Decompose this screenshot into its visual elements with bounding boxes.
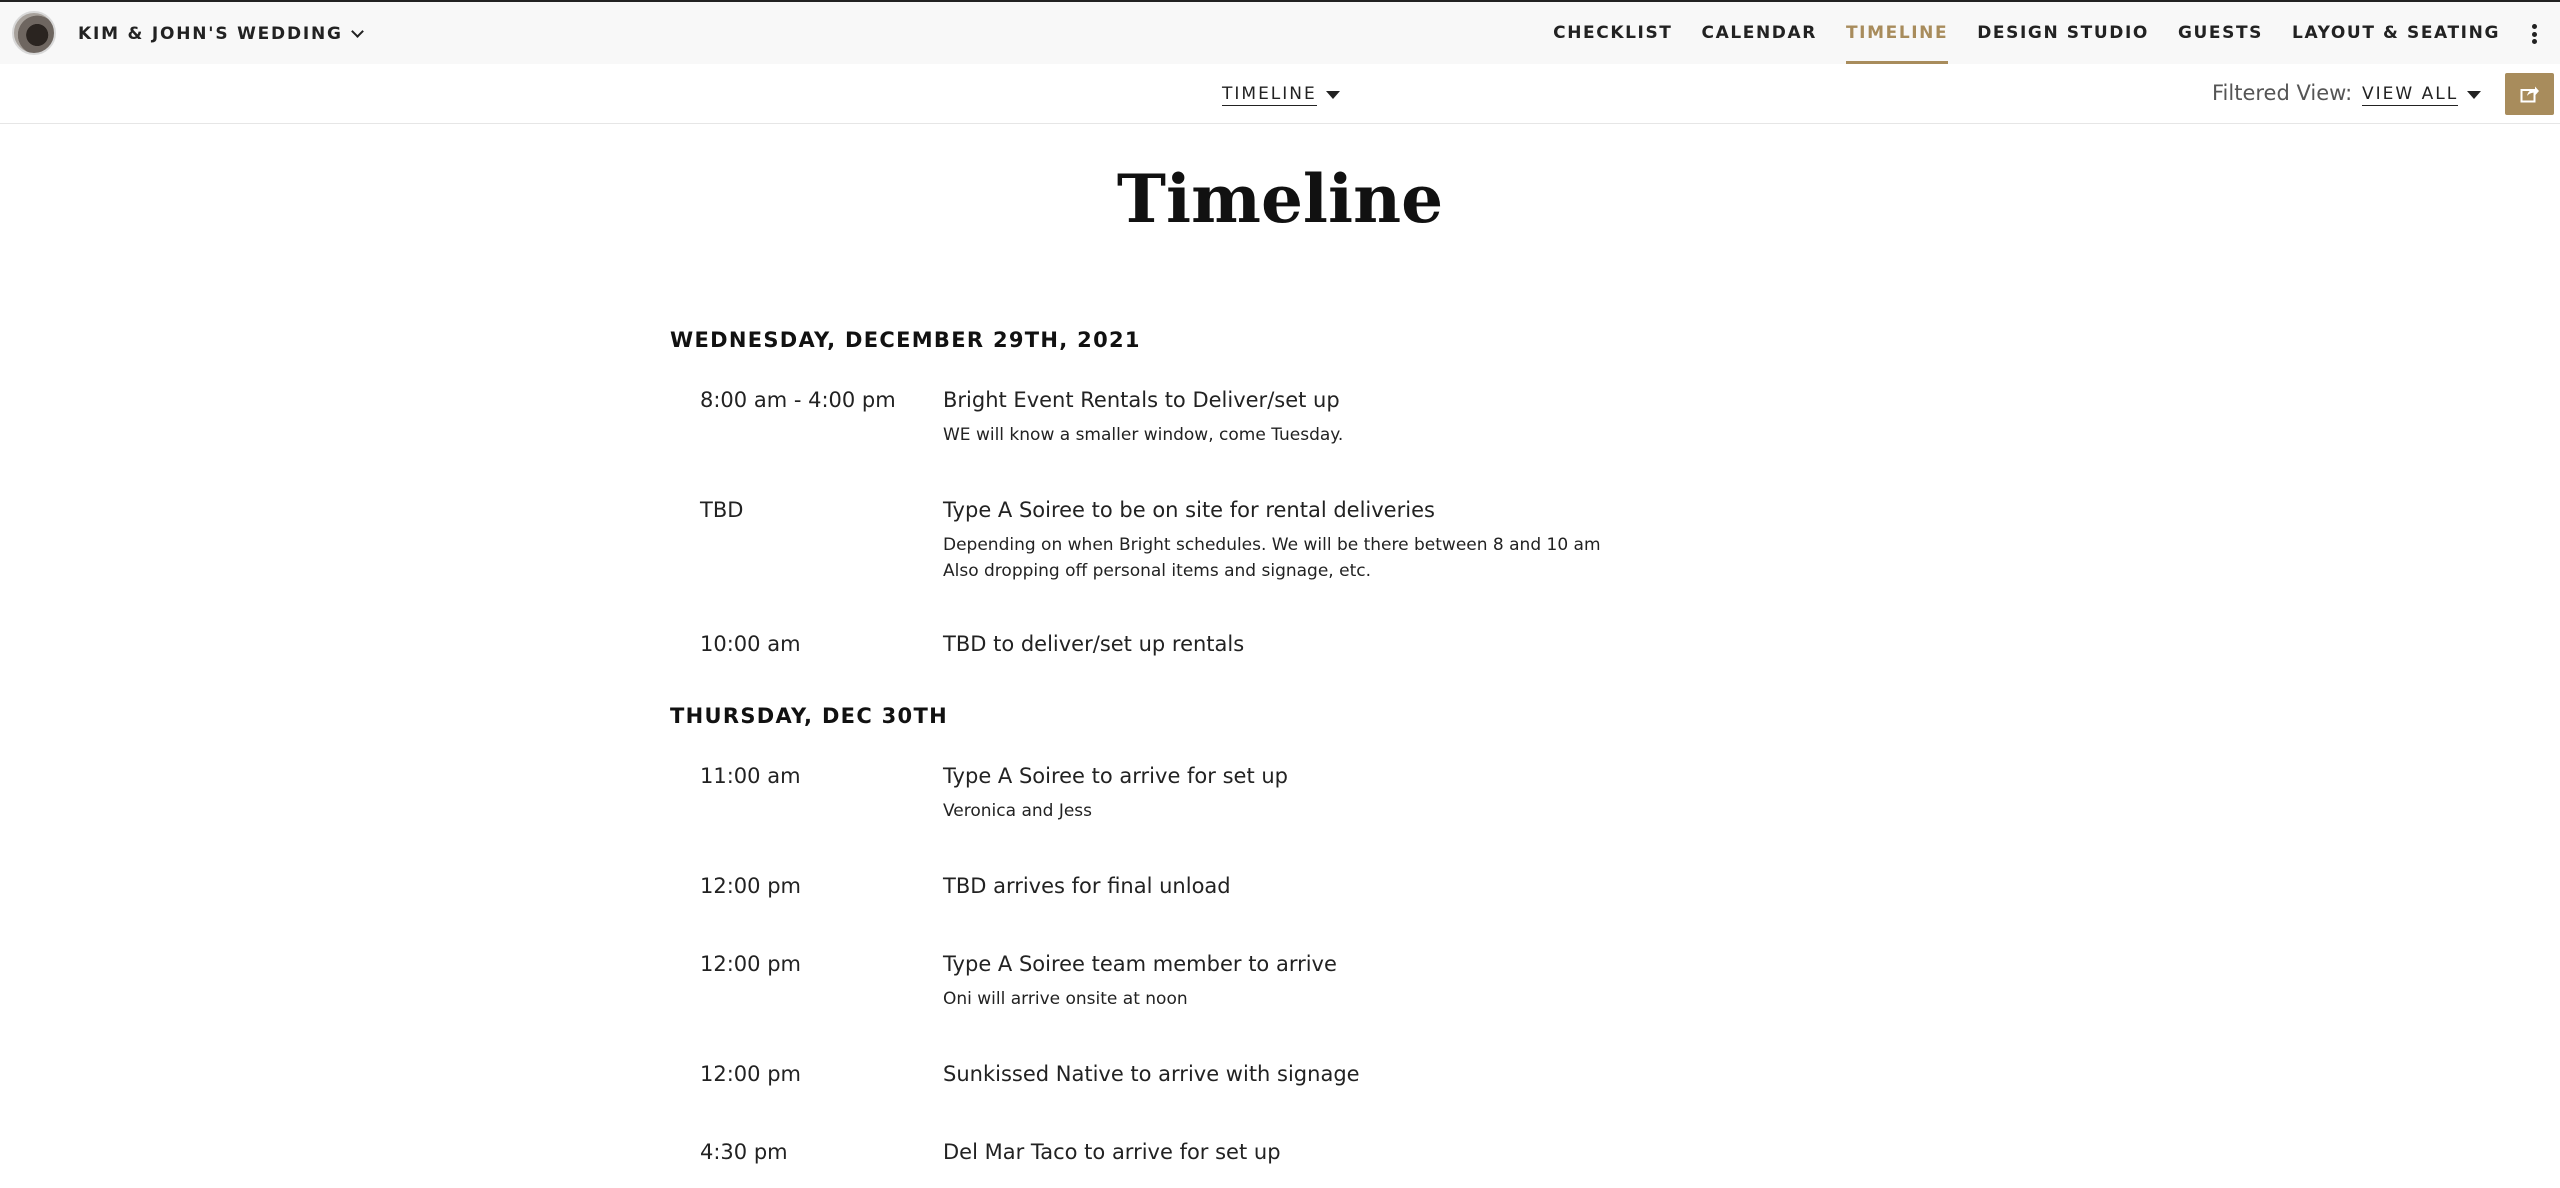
main-nav xyxy=(1524,2,2500,64)
avatar[interactable] xyxy=(12,11,56,55)
page-title: Timeline xyxy=(1116,160,1444,238)
nav-guests[interactable]: GUESTS xyxy=(2177,23,2264,43)
event-title: Type A Soiree team member to arrive xyxy=(943,952,1337,976)
event-title: TBD to deliver/set up rentals xyxy=(943,632,1245,656)
event-note: Depending on when Bright schedules. We will be there between 8 and 10 am xyxy=(943,535,1601,555)
filter-label: Filtered View: xyxy=(2212,81,2353,105)
caret-down-icon xyxy=(2467,91,2481,99)
view-select-label: TIMELINE xyxy=(1222,84,1317,104)
sub-toolbar xyxy=(0,64,2560,124)
event-time: TBD xyxy=(700,498,744,522)
event-note: Veronica and Jess xyxy=(943,801,1093,821)
top-navigation xyxy=(0,0,2560,64)
event-title: TBD arrives for final unload xyxy=(943,874,1231,898)
nav-timeline[interactable]: TIMELINE xyxy=(1846,2,1948,64)
event-time: 8:00 am - 4:00 pm xyxy=(700,388,896,412)
day-heading: WEDNESDAY, DECEMBER 29TH, 2021 xyxy=(670,328,1141,352)
event-note: Also dropping off personal items and signage, etc. xyxy=(943,561,1371,581)
event-title: Sunkissed Native to arrive with signage xyxy=(943,1062,1360,1086)
event-time: 10:00 am xyxy=(700,632,801,656)
nav-layout-seating[interactable]: LAYOUT & SEATING xyxy=(2292,23,2500,43)
nav-design-studio[interactable]: DESIGN STUDIO xyxy=(1977,23,2149,43)
more-menu-icon[interactable] xyxy=(2532,24,2538,44)
event-time: 11:00 am xyxy=(700,764,801,788)
view-select[interactable] xyxy=(1222,84,1340,106)
wedding-title: KIM & JOHN'S WEDDING xyxy=(78,24,343,44)
event-time: 12:00 pm xyxy=(700,874,801,898)
event-time: 12:00 pm xyxy=(700,1062,801,1086)
nav-checklist[interactable]: CHECKLIST xyxy=(1553,23,1673,43)
event-time: 4:30 pm xyxy=(700,1140,788,1164)
filter-select[interactable] xyxy=(2362,84,2481,106)
event-note: WE will know a smaller window, come Tuesday. xyxy=(943,425,1344,445)
day-heading: THURSDAY, DEC 30TH xyxy=(670,704,948,728)
nav-calendar[interactable]: CALENDAR xyxy=(1701,23,1817,43)
share-button[interactable] xyxy=(2505,73,2554,115)
chevron-down-icon xyxy=(351,25,364,38)
caret-down-icon xyxy=(1326,91,1340,99)
event-title: Bright Event Rentals to Deliver/set up xyxy=(943,388,1340,412)
event-time: 12:00 pm xyxy=(700,952,801,976)
event-title: Del Mar Taco to arrive for set up xyxy=(943,1140,1281,1164)
event-title: Type A Soiree to arrive for set up xyxy=(943,764,1288,788)
share-icon xyxy=(2520,85,2540,103)
filter-select-label: VIEW ALL xyxy=(2362,84,2459,104)
event-title: Type A Soiree to be on site for rental deliveries xyxy=(943,498,1435,522)
event-note: Oni will arrive onsite at noon xyxy=(943,989,1188,1009)
wedding-menu[interactable] xyxy=(78,22,362,46)
